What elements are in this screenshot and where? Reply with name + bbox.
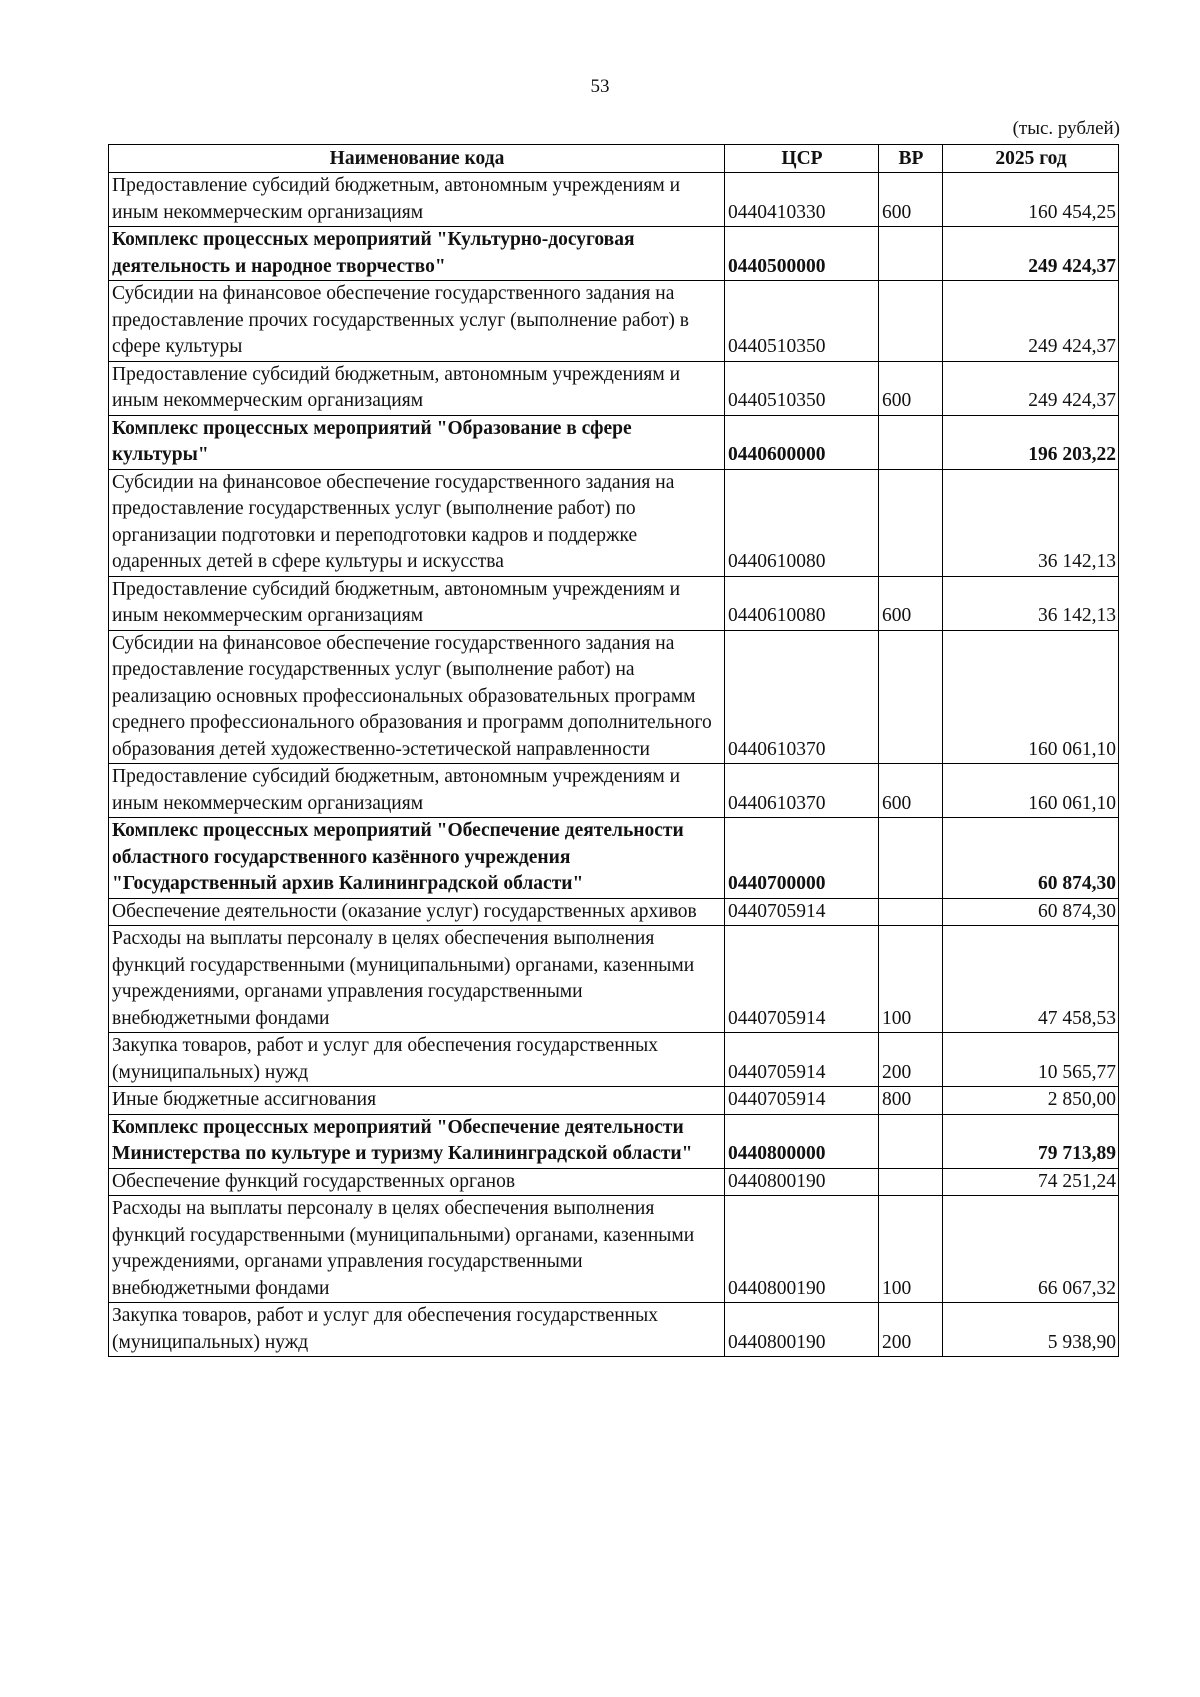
table-row (109, 1033, 1119, 1087)
row-name: Комплекс процессных мероприятий "Культурно-досуговая деятельность и народное творчество" (109, 227, 725, 281)
row-amount: 5 938,90 (943, 1303, 1119, 1357)
row-amount: 160 454,25 (943, 173, 1119, 227)
row-csr: 0440510350 (725, 281, 879, 362)
table-row (109, 227, 1119, 281)
page-number: 53 (590, 76, 610, 97)
table-row (109, 1196, 1119, 1303)
row-amount: 66 067,32 (943, 1196, 1119, 1303)
row-name: Комплекс процессных мероприятий "Образование в сфере культуры" (109, 415, 725, 469)
row-csr: 0440705914 (725, 1033, 879, 1087)
row-amount: 79 713,89 (943, 1114, 1119, 1168)
table-row (109, 173, 1119, 227)
row-csr: 0440800190 (725, 1168, 879, 1196)
row-csr: 0440600000 (725, 415, 879, 469)
row-vr (879, 818, 943, 899)
budget-table (108, 144, 1119, 1357)
row-csr: 0440610370 (725, 764, 879, 818)
row-name: Иные бюджетные ассигнования (109, 1087, 725, 1115)
row-csr: 0440410330 (725, 173, 879, 227)
row-vr: 200 (879, 1303, 943, 1357)
row-amount: 249 424,37 (943, 361, 1119, 415)
row-amount: 36 142,13 (943, 469, 1119, 576)
row-name: Комплекс процессных мероприятий "Обеспечение деятельности Министерства по культуре и туризму Калининградской области" (109, 1114, 725, 1168)
row-name: Обеспечение деятельности (оказание услуг) государственных архивов (109, 898, 725, 926)
row-vr (879, 898, 943, 926)
row-amount: 160 061,10 (943, 764, 1119, 818)
row-csr: 0440705914 (725, 898, 879, 926)
row-amount: 196 203,22 (943, 415, 1119, 469)
table-row (109, 898, 1119, 926)
row-vr (879, 630, 943, 764)
row-amount: 2 850,00 (943, 1087, 1119, 1115)
row-name: Предоставление субсидий бюджетным, автономным учреждениям и иным некоммерческим организациям (109, 361, 725, 415)
row-name: Закупка товаров, работ и услуг для обеспечения государственных (муниципальных) нужд (109, 1303, 725, 1357)
row-vr (879, 1114, 943, 1168)
row-amount: 60 874,30 (943, 898, 1119, 926)
row-name: Расходы на выплаты персоналу в целях обеспечения выполнения функций государственными (муниципальными) органами, казенными учреждениями, органами управления государственными внебюджетными фондами (109, 1196, 725, 1303)
row-name: Субсидии на финансовое обеспечение государственного задания на предоставление государственных услуг (выполнение работ) по организации подготовки и переподготовки кадров и поддержке одаренных детей в сфере культуры и искусства (109, 469, 725, 576)
table-row (109, 926, 1119, 1033)
table-row (109, 576, 1119, 630)
row-csr: 0440705914 (725, 926, 879, 1033)
table-row (109, 1087, 1119, 1115)
row-csr: 0440610080 (725, 576, 879, 630)
row-vr: 800 (879, 1087, 943, 1115)
row-vr: 600 (879, 361, 943, 415)
table-row (109, 630, 1119, 764)
header-vr: ВР (879, 145, 943, 173)
row-vr: 100 (879, 1196, 943, 1303)
row-name: Предоставление субсидий бюджетным, автономным учреждениям и иным некоммерческим организациям (109, 576, 725, 630)
table-row (109, 469, 1119, 576)
units-label: (тыс. рублей) (1012, 118, 1120, 139)
row-csr: 0440800190 (725, 1196, 879, 1303)
row-vr: 100 (879, 926, 943, 1033)
row-vr (879, 1168, 943, 1196)
row-vr: 600 (879, 576, 943, 630)
table-row (109, 818, 1119, 899)
table-row (109, 764, 1119, 818)
row-csr: 0440700000 (725, 818, 879, 899)
row-name: Закупка товаров, работ и услуг для обеспечения государственных (муниципальных) нужд (109, 1033, 725, 1087)
row-amount: 74 251,24 (943, 1168, 1119, 1196)
table-row (109, 281, 1119, 362)
row-vr (879, 469, 943, 576)
row-csr: 0440510350 (725, 361, 879, 415)
row-csr: 0440610080 (725, 469, 879, 576)
table-row (109, 361, 1119, 415)
row-name: Комплекс процессных мероприятий "Обеспечение деятельности областного государственного казённого учреждения "Государственный архив Калининградской области" (109, 818, 725, 899)
row-vr (879, 227, 943, 281)
row-csr: 0440800000 (725, 1114, 879, 1168)
table-row (109, 1303, 1119, 1357)
row-name: Субсидии на финансовое обеспечение государственного задания на предоставление государственных услуг (выполнение работ) на реализацию основных профессиональных образовательных программ среднего профессионального образования и программ дополнительного образования детей художественно-эстетической направленности (109, 630, 725, 764)
row-csr: 0440500000 (725, 227, 879, 281)
row-name: Предоставление субсидий бюджетным, автономным учреждениям и иным некоммерческим организациям (109, 764, 725, 818)
row-vr: 200 (879, 1033, 943, 1087)
row-csr: 0440800190 (725, 1303, 879, 1357)
table-row (109, 415, 1119, 469)
row-vr (879, 415, 943, 469)
row-vr: 600 (879, 173, 943, 227)
row-amount: 10 565,77 (943, 1033, 1119, 1087)
row-name: Предоставление субсидий бюджетным, автономным учреждениям и иным некоммерческим организациям (109, 173, 725, 227)
row-name: Обеспечение функций государственных органов (109, 1168, 725, 1196)
row-amount: 60 874,30 (943, 818, 1119, 899)
header-name: Наименование кода (109, 145, 725, 173)
header-year: 2025 год (943, 145, 1119, 173)
row-amount: 249 424,37 (943, 281, 1119, 362)
row-name: Расходы на выплаты персоналу в целях обеспечения выполнения функций государственными (муниципальными) органами, казенными учреждениями, органами управления государственными внебюджетными фондами (109, 926, 725, 1033)
table-header-row (109, 145, 1119, 173)
row-vr (879, 281, 943, 362)
row-amount: 249 424,37 (943, 227, 1119, 281)
row-vr: 600 (879, 764, 943, 818)
row-amount: 47 458,53 (943, 926, 1119, 1033)
row-csr: 0440705914 (725, 1087, 879, 1115)
row-amount: 160 061,10 (943, 630, 1119, 764)
table-row (109, 1168, 1119, 1196)
row-csr: 0440610370 (725, 630, 879, 764)
table-row (109, 1114, 1119, 1168)
header-csr: ЦСР (725, 145, 879, 173)
row-amount: 36 142,13 (943, 576, 1119, 630)
row-name: Субсидии на финансовое обеспечение государственного задания на предоставление прочих государственных услуг (выполнение работ) в сфере культуры (109, 281, 725, 362)
